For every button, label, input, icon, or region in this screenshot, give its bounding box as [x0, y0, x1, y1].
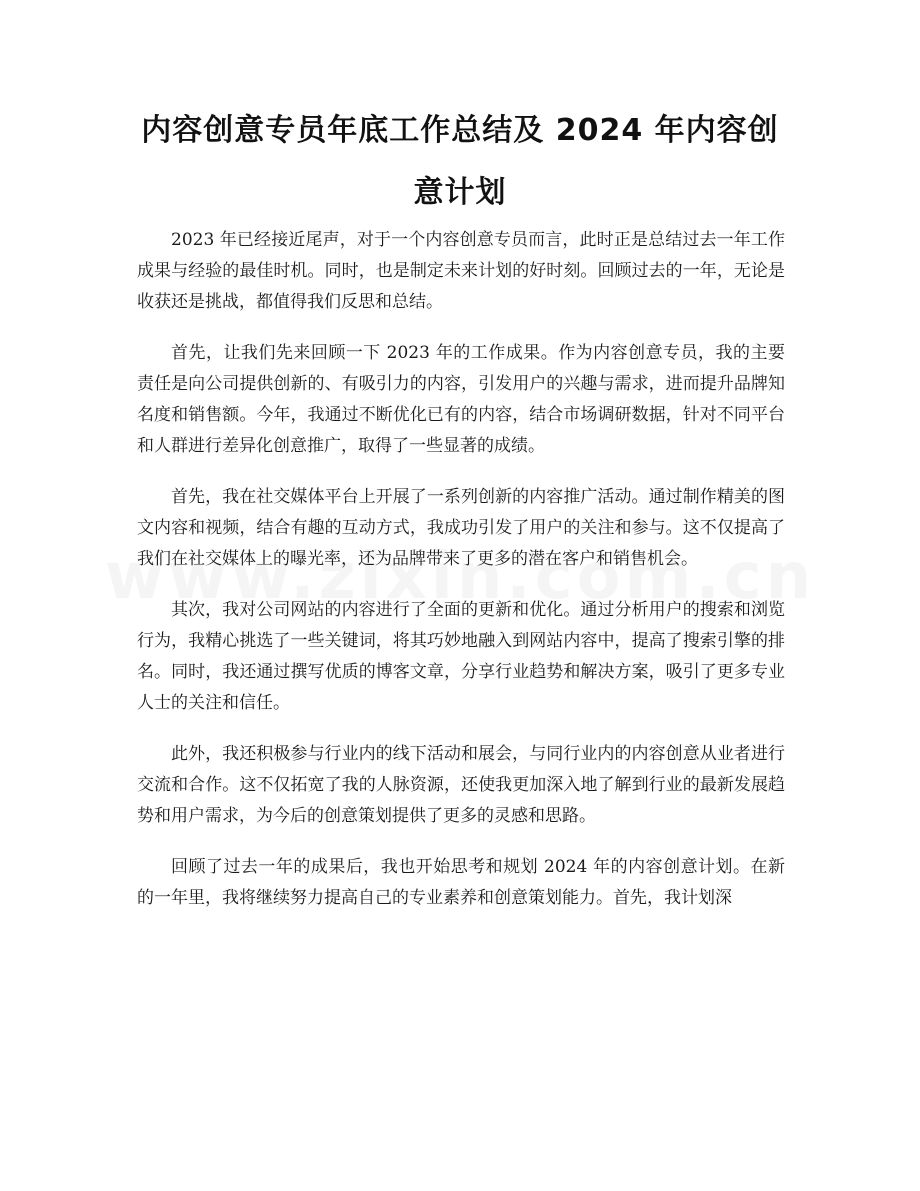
document-title: 内容创意专员年底工作总结及 2024 年内容创意计划 — [141, 113, 779, 210]
paragraph-2: 首先，让我们先来回顾一下 2023 年的工作成果。作为内容创意专员，我的主要责任是向公司提供创新的、有吸引力的内容，引发用户的兴趣与需求，进而提升品牌知名度和销售额。今年，我通过不断优化已有的内容，结合市场调研数据，针对不同平台和人群进行差异化创意推广，取得了一些显著的成绩。 — [137, 343, 785, 456]
paragraph-6: 回顾了过去一年的成果后，我也开始思考和规划 2024 年的内容创意计划。在新的一年里，我将继续努力提高自己的专业素养和创意策划能力。首先，我计划深 — [137, 857, 785, 908]
paragraph-1: 2023 年已经接近尾声，对于一个内容创意专员而言，此时正是总结过去一年工作成果与经验的最佳时机。同时，也是制定未来计划的好时刻。回顾过去的一年，无论是收获还是挑战，都值得我们反思和总结。 — [137, 230, 785, 312]
document-body — [137, 225, 785, 934]
paragraph-5: 此外，我还积极参与行业内的线下活动和展会，与同行业内的内容创意从业者进行交流和合作。这不仅拓宽了我的人脉资源，还使我更加深入地了解到行业的最新发展趋势和用户需求，为今后的创意策划提供了更多的灵感和思路。 — [137, 744, 785, 826]
paragraph-3: 首先，我在社交媒体平台上开展了一系列创新的内容推广活动。通过制作精美的图文内容和视频，结合有趣的互动方式，我成功引发了用户的关注和参与。这不仅提高了我们在社交媒体上的曝光率，还为品牌带来了更多的潜在客户和销售机会。 — [137, 487, 785, 569]
paragraph-4: 其次，我对公司网站的内容进行了全面的更新和优化。通过分析用户的搜索和浏览行为，我精心挑选了一些关键词，将其巧妙地融入到网站内容中，提高了搜索引擎的排名。同时，我还通过撰写优质的博客文章，分享行业趋势和解决方案，吸引了更多专业人士的关注和信任。 — [137, 600, 785, 713]
